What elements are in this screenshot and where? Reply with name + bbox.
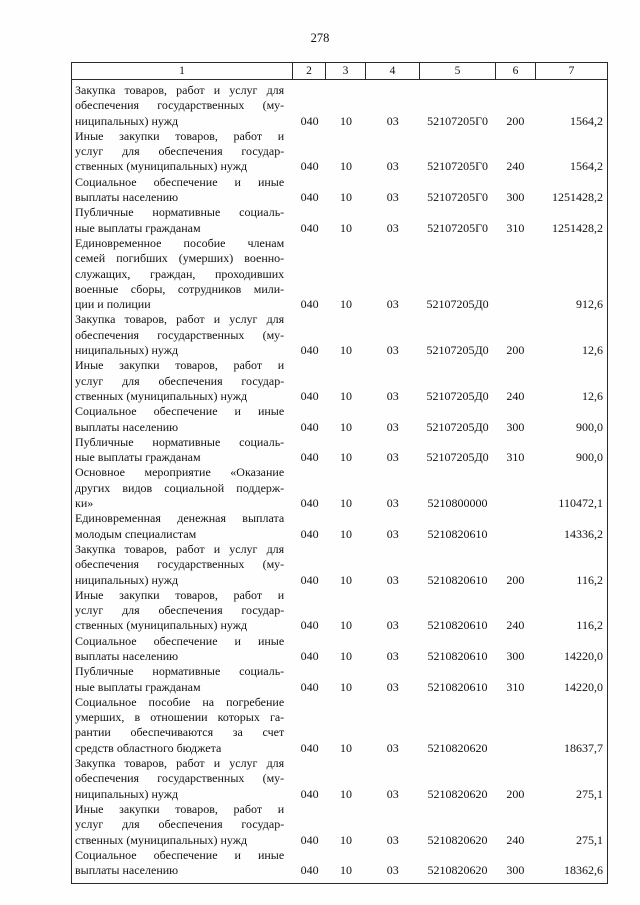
cell-description <box>72 236 293 312</box>
table-row <box>72 312 607 358</box>
description-line: Социальное обеспечение и иные <box>75 847 285 862</box>
table-row <box>72 511 607 542</box>
cell-amount: 110472,1 <box>558 496 603 511</box>
cell-amount: 1564,2 <box>569 159 603 174</box>
description-line: выплаты населению <box>75 190 179 205</box>
cell-amount: 275,1 <box>575 786 603 801</box>
description-line: обеспечения государственных (му- <box>75 771 285 786</box>
cell-chapter-code: 040 <box>300 419 319 434</box>
cell-amount: 116,2 <box>576 572 603 587</box>
cell-chapter-code: 040 <box>300 388 319 403</box>
cell-expense-type: 300 <box>506 648 525 663</box>
table-row <box>72 358 607 404</box>
cell-expense-type: 200 <box>506 343 525 358</box>
description-line: обеспечения государственных (му- <box>75 557 285 572</box>
cell-chapter-code: 040 <box>300 572 319 587</box>
cell-subsection-code: 03 <box>386 343 399 358</box>
column-header-3: 3 <box>326 63 366 79</box>
description-line: ные выплаты гражданам <box>75 679 201 694</box>
description-line: рантии обеспечиваются за счет <box>75 725 285 740</box>
cell-section-code: 10 <box>339 113 352 128</box>
table-row <box>72 465 607 511</box>
cell-section-code: 10 <box>339 159 352 174</box>
column-header-5: 5 <box>420 63 496 79</box>
table-row <box>72 756 607 802</box>
cell-amount: 14220,0 <box>563 648 603 663</box>
cell-expense-type: 300 <box>506 419 525 434</box>
table-row <box>72 435 607 466</box>
cell-section-code: 10 <box>339 618 352 633</box>
description-line: ные выплаты гражданам <box>75 220 201 235</box>
cell-description <box>72 848 293 879</box>
column-header-7: 7 <box>536 63 608 79</box>
cell-chapter-code: 040 <box>300 526 319 541</box>
cell-description <box>72 802 293 848</box>
cell-chapter-code: 040 <box>300 496 319 511</box>
cell-subsection-code: 03 <box>386 832 399 847</box>
cell-description <box>72 511 293 542</box>
cell-section-code: 10 <box>339 572 352 587</box>
cell-section-code: 10 <box>339 740 352 755</box>
cell-subsection-code: 03 <box>386 526 399 541</box>
cell-target-article: 5210820610 <box>427 648 488 663</box>
description-line: Публичные нормативные социаль- <box>75 205 285 220</box>
cell-section-code: 10 <box>339 863 352 878</box>
table-row <box>72 542 607 588</box>
cell-expense-type: 200 <box>506 786 525 801</box>
description-line: услуг для обеспечения государ- <box>75 603 285 618</box>
description-line: ниципальных) нужд <box>75 343 179 358</box>
description-line: Социальное обеспечение и иные <box>75 633 285 648</box>
column-header-1: 1 <box>71 63 293 79</box>
column-header-6: 6 <box>496 63 536 79</box>
cell-subsection-code: 03 <box>386 786 399 801</box>
cell-subsection-code: 03 <box>386 113 399 128</box>
cell-section-code: 10 <box>339 343 352 358</box>
cell-target-article: 52107205Г0 <box>427 159 489 174</box>
cell-section-code: 10 <box>339 220 352 235</box>
cell-amount: 18637,7 <box>563 740 603 755</box>
cell-chapter-code: 040 <box>300 648 319 663</box>
cell-section-code: 10 <box>339 190 352 205</box>
cell-expense-type: 240 <box>506 618 525 633</box>
description-line: выплаты населению <box>75 419 179 434</box>
description-line: обеспечения государственных (му- <box>75 327 285 342</box>
table-row <box>72 175 607 206</box>
cell-target-article: 5210820620 <box>427 786 488 801</box>
cell-target-article: 5210820610 <box>427 572 488 587</box>
cell-expense-type: 200 <box>506 572 525 587</box>
cell-target-article: 5210820620 <box>427 740 488 755</box>
column-header-4: 4 <box>366 63 420 79</box>
description-line: услуг для обеспечения государ- <box>75 817 285 832</box>
cell-subsection-code: 03 <box>386 388 399 403</box>
cell-expense-type: 240 <box>506 832 525 847</box>
table-row <box>72 588 607 634</box>
description-line: Иные закупки товаров, работ и <box>75 587 285 602</box>
cell-expense-type: 300 <box>506 190 525 205</box>
cell-target-article: 52107205Д0 <box>426 343 489 358</box>
description-line: других видов социальной поддерж- <box>75 480 285 495</box>
cell-description <box>72 542 293 588</box>
cell-amount: 12,6 <box>581 388 603 403</box>
cell-chapter-code: 040 <box>300 297 319 312</box>
cell-amount: 14220,0 <box>563 679 603 694</box>
cell-section-code: 10 <box>339 526 352 541</box>
cell-target-article: 5210820620 <box>427 863 488 878</box>
cell-description <box>72 358 293 404</box>
description-line: молодым специалистам <box>75 526 197 541</box>
cell-target-article: 52107205Д0 <box>426 419 489 434</box>
cell-chapter-code: 040 <box>300 113 319 128</box>
description-line: ственных (муниципальных) нужд <box>75 832 248 847</box>
cell-subsection-code: 03 <box>386 618 399 633</box>
cell-target-article: 5210820610 <box>427 618 488 633</box>
description-line: выплаты населению <box>75 863 179 878</box>
page-number: 278 <box>310 31 330 45</box>
cell-target-article: 52107205Г0 <box>427 190 489 205</box>
cell-subsection-code: 03 <box>386 572 399 587</box>
table-header-row <box>71 62 608 80</box>
cell-chapter-code: 040 <box>300 679 319 694</box>
table-row <box>72 404 607 435</box>
cell-description <box>72 129 293 175</box>
cell-subsection-code: 03 <box>386 863 399 878</box>
cell-chapter-code: 040 <box>300 740 319 755</box>
description-line: Единовременная денежная выплата <box>75 511 285 526</box>
description-line: ниципальных) нужд <box>75 113 179 128</box>
table-row <box>72 236 607 312</box>
cell-section-code: 10 <box>339 496 352 511</box>
cell-description <box>72 205 293 236</box>
cell-chapter-code: 040 <box>300 220 319 235</box>
cell-expense-type: 310 <box>506 450 525 465</box>
table-row <box>72 129 607 175</box>
cell-description <box>72 664 293 695</box>
table-row <box>72 802 607 848</box>
cell-target-article: 52107205Г0 <box>427 113 489 128</box>
description-line: услуг для обеспечения государ- <box>75 373 285 388</box>
cell-description <box>72 695 293 756</box>
cell-amount: 12,6 <box>581 343 603 358</box>
cell-expense-type: 200 <box>506 113 525 128</box>
description-line: Иные закупки товаров, работ и <box>75 128 285 143</box>
table-body <box>71 80 608 884</box>
cell-description <box>72 756 293 802</box>
cell-description <box>72 435 293 466</box>
cell-section-code: 10 <box>339 450 352 465</box>
description-line: служащих, граждан, проходивших <box>75 266 285 281</box>
cell-section-code: 10 <box>339 297 352 312</box>
description-line: выплаты населению <box>75 648 179 663</box>
description-line: Иные закупки товаров, работ и <box>75 801 285 816</box>
cell-section-code: 10 <box>339 786 352 801</box>
description-line: Иные закупки товаров, работ и <box>75 358 285 373</box>
cell-amount: 1251428,2 <box>551 220 603 235</box>
cell-amount: 1564,2 <box>569 113 603 128</box>
table-row <box>72 848 607 879</box>
cell-expense-type: 300 <box>506 863 525 878</box>
description-line: военные сборы, сотрудников мили- <box>75 281 285 296</box>
description-line: ные выплаты гражданам <box>75 450 201 465</box>
description-line: ки» <box>75 496 94 511</box>
cell-section-code: 10 <box>339 388 352 403</box>
cell-target-article: 5210820610 <box>427 526 488 541</box>
cell-chapter-code: 040 <box>300 832 319 847</box>
cell-description <box>72 312 293 358</box>
cell-description <box>72 588 293 634</box>
cell-target-article: 52107205Д0 <box>426 388 489 403</box>
cell-expense-type: 310 <box>506 220 525 235</box>
cell-target-article: 52107205Д0 <box>426 297 489 312</box>
cell-description <box>72 465 293 511</box>
description-line: семей погибших (умерших) военно- <box>75 251 285 266</box>
cell-description <box>72 634 293 665</box>
cell-section-code: 10 <box>339 648 352 663</box>
description-line: ниципальных) нужд <box>75 786 179 801</box>
cell-amount: 912,6 <box>575 297 603 312</box>
cell-subsection-code: 03 <box>386 679 399 694</box>
description-line: Социальное обеспечение и иные <box>75 404 285 419</box>
description-line: услуг для обеспечения государ- <box>75 144 285 159</box>
cell-amount: 900,0 <box>575 450 603 465</box>
cell-subsection-code: 03 <box>386 220 399 235</box>
description-line: Закупка товаров, работ и услуг для <box>75 83 285 97</box>
cell-target-article: 5210800000 <box>427 496 488 511</box>
cell-subsection-code: 03 <box>386 190 399 205</box>
column-header-2: 2 <box>293 63 326 79</box>
cell-section-code: 10 <box>339 832 352 847</box>
cell-subsection-code: 03 <box>386 159 399 174</box>
table-row <box>72 695 607 756</box>
description-line: Социальное обеспечение и иные <box>75 174 285 189</box>
description-line: умерших, в отношении которых га- <box>75 710 285 725</box>
cell-subsection-code: 03 <box>386 496 399 511</box>
table-row <box>72 634 607 665</box>
cell-section-code: 10 <box>339 419 352 434</box>
description-line: Закупка товаров, работ и услуг для <box>75 312 285 327</box>
cell-amount: 18362,6 <box>563 863 603 878</box>
cell-description <box>72 175 293 206</box>
cell-subsection-code: 03 <box>386 648 399 663</box>
description-line: обеспечения государственных (му- <box>75 98 285 113</box>
description-line: Закупка товаров, работ и услуг для <box>75 541 285 556</box>
cell-expense-type: 240 <box>506 159 525 174</box>
cell-chapter-code: 040 <box>300 618 319 633</box>
cell-description <box>72 83 293 129</box>
description-line: ственных (муниципальных) нужд <box>75 388 248 403</box>
description-line: Основное мероприятие «Оказание <box>75 465 285 480</box>
cell-target-article: 5210820610 <box>427 679 488 694</box>
description-line: средств областного бюджета <box>75 740 222 755</box>
cell-subsection-code: 03 <box>386 297 399 312</box>
cell-amount: 14336,2 <box>563 526 603 541</box>
cell-chapter-code: 040 <box>300 786 319 801</box>
description-line: ции и полиции <box>75 297 151 312</box>
cell-chapter-code: 040 <box>300 343 319 358</box>
cell-amount: 116,2 <box>576 618 603 633</box>
cell-chapter-code: 040 <box>300 159 319 174</box>
cell-amount: 1251428,2 <box>551 190 603 205</box>
description-line: Публичные нормативные социаль- <box>75 664 285 679</box>
cell-subsection-code: 03 <box>386 419 399 434</box>
description-line: ственных (муниципальных) нужд <box>75 159 248 174</box>
cell-section-code: 10 <box>339 679 352 694</box>
cell-chapter-code: 040 <box>300 863 319 878</box>
cell-target-article: 52107205Д0 <box>426 450 489 465</box>
description-line: ственных (муниципальных) нужд <box>75 618 248 633</box>
cell-expense-type: 310 <box>506 679 525 694</box>
table-row <box>72 205 607 236</box>
table-row <box>72 83 607 129</box>
cell-expense-type: 240 <box>506 388 525 403</box>
cell-chapter-code: 040 <box>300 450 319 465</box>
cell-chapter-code: 040 <box>300 190 319 205</box>
budget-table <box>71 62 608 884</box>
cell-description <box>72 404 293 435</box>
cell-target-article: 5210820620 <box>427 832 488 847</box>
cell-target-article: 52107205Г0 <box>427 220 489 235</box>
cell-amount: 275,1 <box>575 832 603 847</box>
description-line: Закупка товаров, работ и услуг для <box>75 756 285 771</box>
cell-subsection-code: 03 <box>386 740 399 755</box>
cell-subsection-code: 03 <box>386 450 399 465</box>
cell-amount: 900,0 <box>575 419 603 434</box>
table-row <box>72 664 607 695</box>
description-line: Публичные нормативные социаль- <box>75 434 285 449</box>
description-line: Единовременное пособие членам <box>75 235 285 250</box>
description-line: Социальное пособие на погребение <box>75 694 285 709</box>
description-line: ниципальных) нужд <box>75 572 179 587</box>
